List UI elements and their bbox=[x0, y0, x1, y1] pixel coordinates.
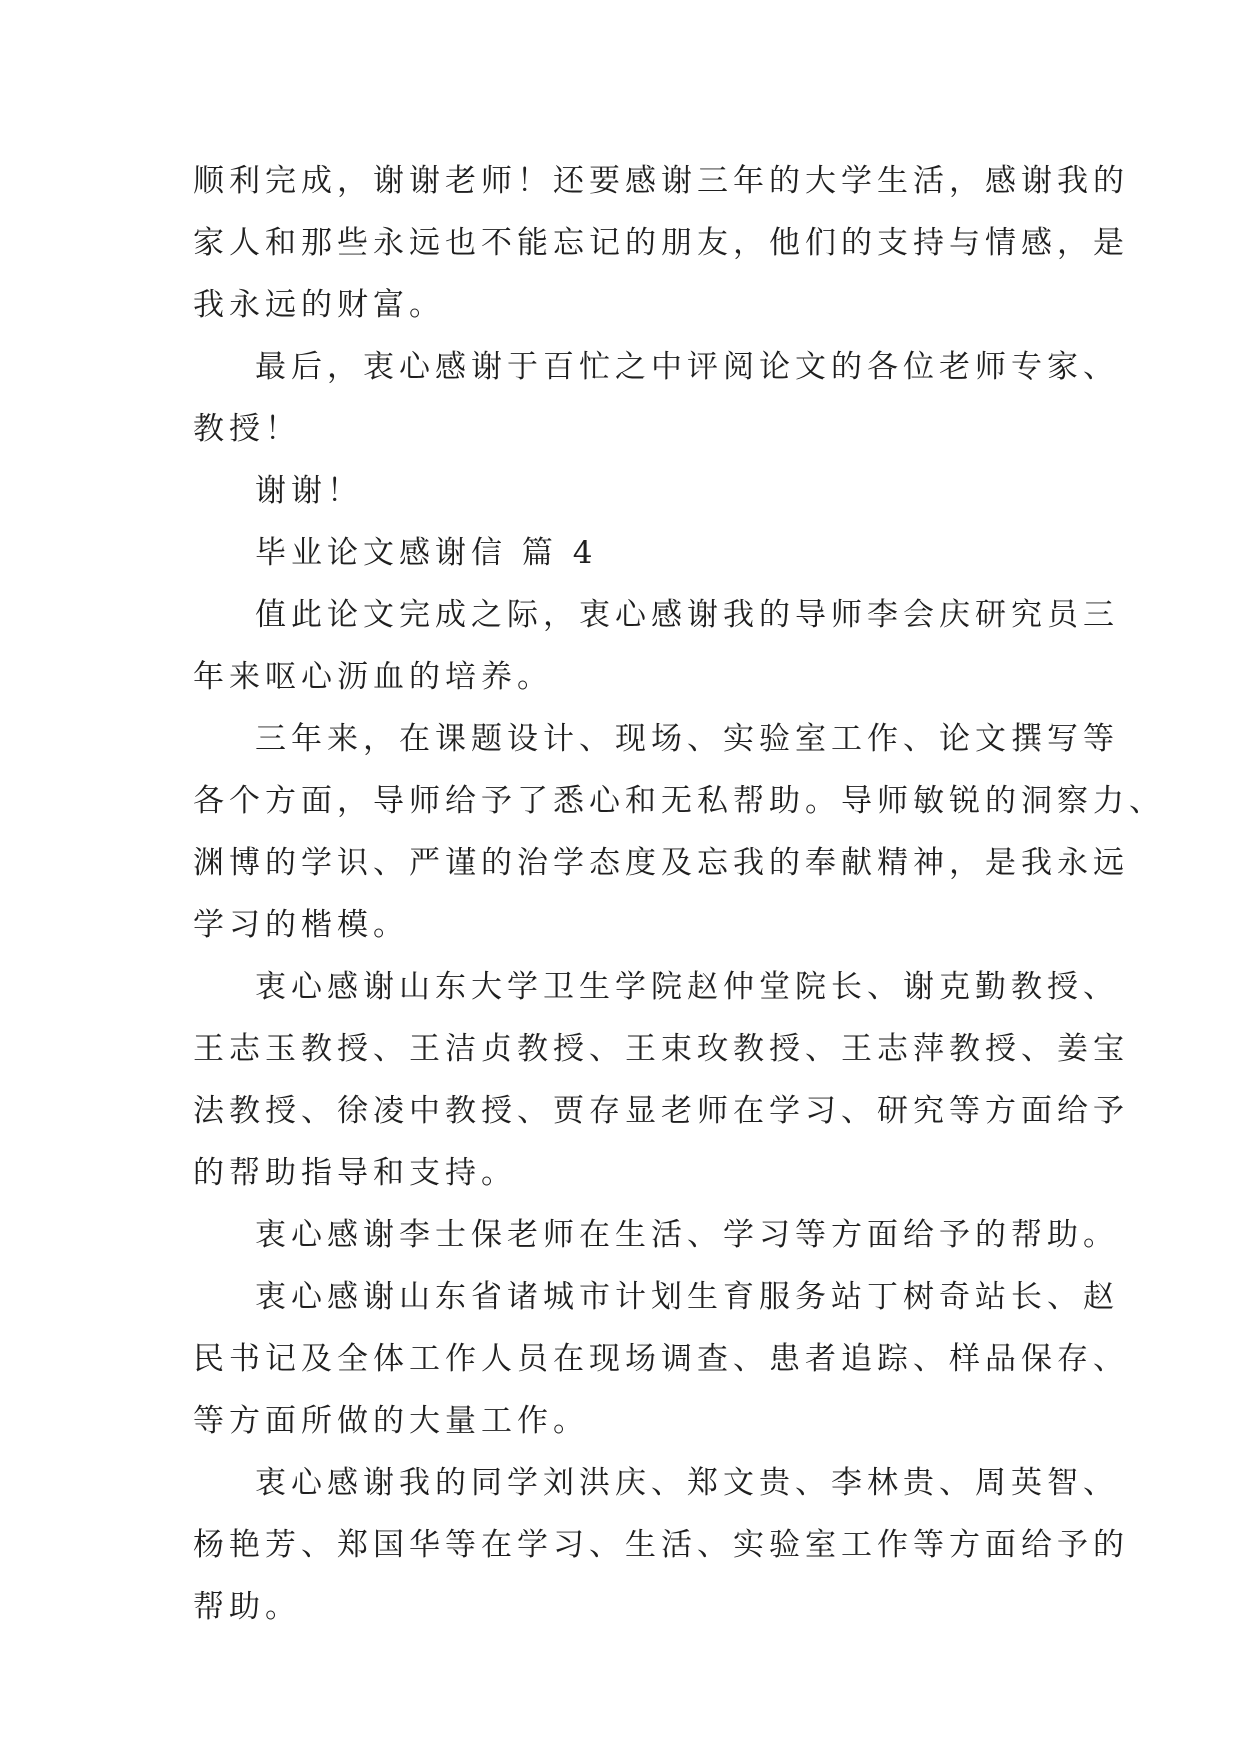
text-line: 顺利完成，谢谢老师！还要感谢三年的大学生活，感谢我的 bbox=[193, 163, 1129, 199]
text-line: 衷心感谢我的同学刘洪庆、郑文贵、李林贵、周英智、 bbox=[255, 1465, 1119, 1501]
text-line: 衷心感谢山东省诸城市计划生育服务站丁树奇站长、赵 bbox=[255, 1279, 1119, 1315]
document-body bbox=[193, 150, 1165, 1638]
text-line: 年来呕心沥血的培养。 bbox=[193, 659, 553, 695]
text-line: 我永远的财富。 bbox=[193, 287, 445, 323]
text-line: 最后，衷心感谢于百忙之中评阅论文的各位老师专家、 bbox=[255, 349, 1119, 385]
text-line: 学习的楷模。 bbox=[193, 907, 409, 943]
text-line: 法教授、徐凌中教授、贾存显老师在学习、研究等方面给予 bbox=[193, 1093, 1129, 1129]
text-line: 教授！ bbox=[193, 411, 301, 447]
text-line: 民书记及全体工作人员在现场调查、患者追踪、样品保存、 bbox=[193, 1341, 1129, 1377]
text-line: 渊博的学识、严谨的治学态度及忘我的奉献精神，是我永远 bbox=[193, 845, 1129, 881]
text-line: 家人和那些永远也不能忘记的朋友，他们的支持与情感，是 bbox=[193, 225, 1129, 261]
text-line: 帮助。 bbox=[193, 1589, 301, 1625]
text-line: 谢谢！ bbox=[255, 473, 363, 509]
text-line: 三年来，在课题设计、现场、实验室工作、论文撰写等 bbox=[255, 721, 1119, 757]
text-line: 衷心感谢山东大学卫生学院赵仲堂院长、谢克勤教授、 bbox=[255, 969, 1119, 1005]
text-line: 值此论文完成之际，衷心感谢我的导师李会庆研究员三 bbox=[255, 597, 1119, 633]
text-line: 杨艳芳、郑国华等在学习、生活、实验室工作等方面给予的 bbox=[193, 1527, 1129, 1563]
section-heading: 毕业论文感谢信 篇 4 bbox=[255, 535, 598, 571]
text-line: 的帮助指导和支持。 bbox=[193, 1155, 517, 1191]
text-line: 等方面所做的大量工作。 bbox=[193, 1403, 589, 1439]
text-line: 王志玉教授、王洁贞教授、王束玫教授、王志萍教授、姜宝 bbox=[193, 1031, 1129, 1067]
text-line: 衷心感谢李士保老师在生活、学习等方面给予的帮助。 bbox=[255, 1217, 1119, 1253]
text-line: 各个方面，导师给予了悉心和无私帮助。导师敏锐的洞察力、 bbox=[193, 783, 1165, 819]
